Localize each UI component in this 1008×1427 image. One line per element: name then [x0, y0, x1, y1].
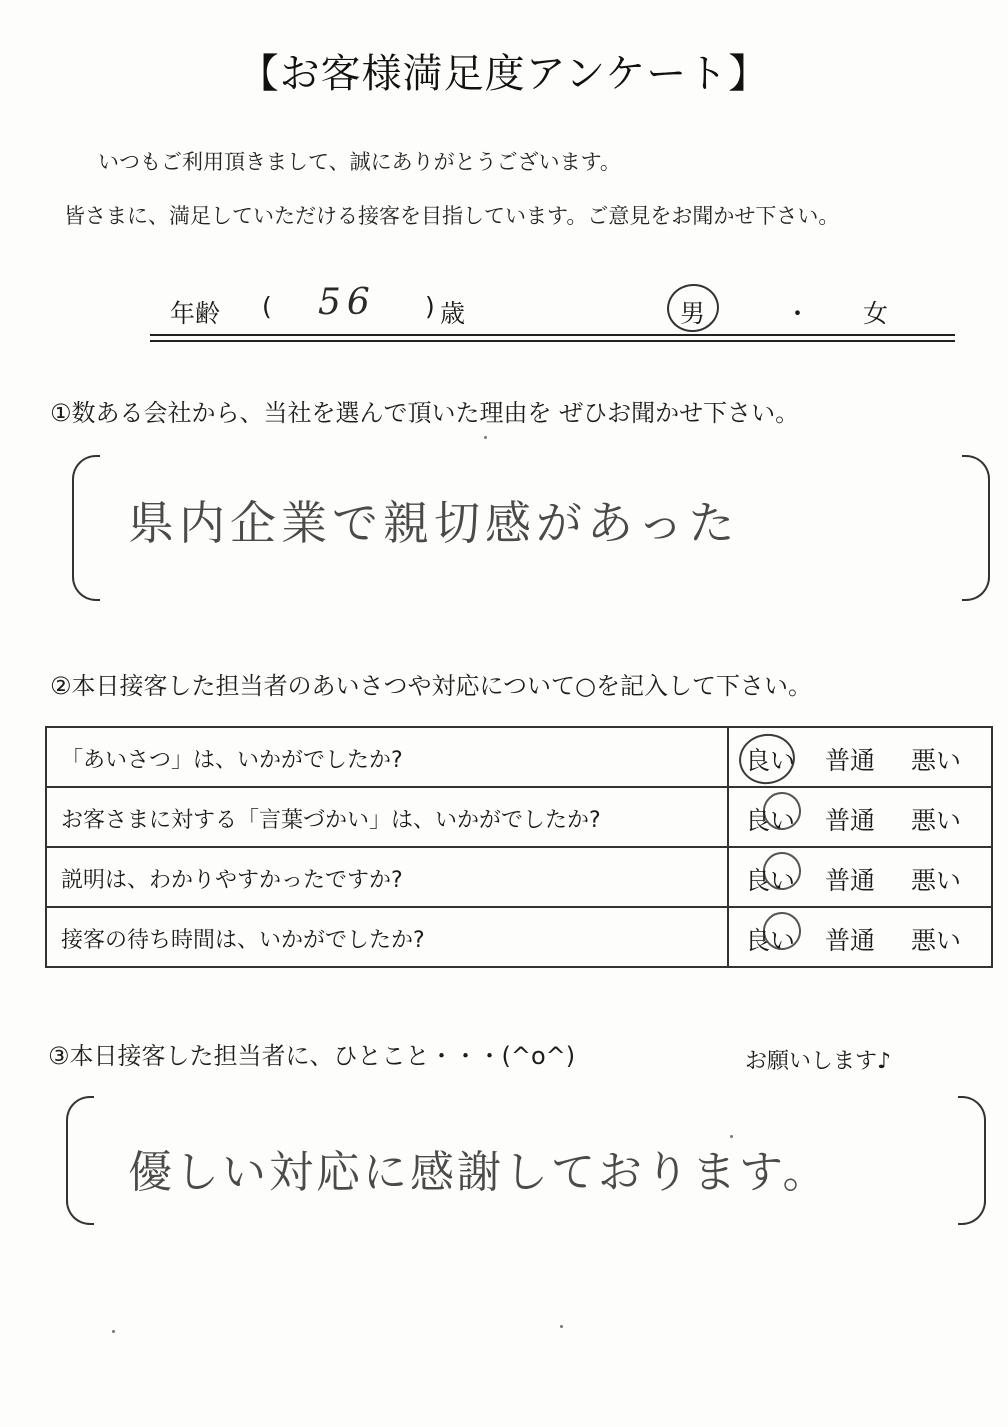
option-bad[interactable]: 悪い: [911, 746, 962, 775]
answer-3-handwritten[interactable]: 優しい対応に感謝しております。: [128, 1147, 830, 1198]
option-bad[interactable]: 悪い: [911, 866, 962, 895]
answer-3-bracket-right: [958, 1096, 986, 1225]
option-average[interactable]: 普通: [825, 806, 876, 835]
rating-question: 接客の待ち時間は、いかがでしたか?: [61, 928, 425, 953]
column-divider: [727, 728, 729, 786]
age-value[interactable]: 56: [318, 282, 376, 323]
gender-female-option[interactable]: 女: [863, 299, 889, 328]
option-good[interactable]: 良い: [745, 806, 796, 835]
age-paren-open: (: [262, 292, 272, 321]
option-average[interactable]: 普通: [825, 866, 876, 895]
gender-selected-circle: [664, 281, 722, 336]
info-underline-1: [150, 334, 955, 336]
rating-table: [45, 726, 993, 968]
option-good[interactable]: 良い: [745, 926, 796, 955]
option-good[interactable]: 良い: [745, 746, 796, 775]
info-underline-2: [150, 340, 955, 342]
scan-speck: [484, 436, 487, 439]
answer-3-bracket-left: [66, 1096, 94, 1225]
survey-title: 【お客様満足度アンケート】: [238, 51, 770, 97]
scan-speck: [560, 1325, 563, 1328]
answer-1-handwritten[interactable]: 県内企業で親切感があった: [128, 496, 740, 550]
intro-line-1: いつもご利用頂きまして、誠にありがとうございます。: [98, 150, 621, 174]
option-average[interactable]: 普通: [825, 746, 876, 775]
request-note: お願いします♪: [745, 1049, 892, 1074]
option-average[interactable]: 普通: [825, 926, 876, 955]
question-1: ①数ある会社から、当社を選んで頂いた理由を ぜひお聞かせ下さい。: [50, 399, 800, 427]
option-bad[interactable]: 悪い: [911, 806, 962, 835]
rating-question: 説明は、わかりやすかったですか?: [61, 868, 403, 893]
option-bad[interactable]: 悪い: [911, 926, 962, 955]
scan-speck: [730, 1135, 733, 1138]
rating-row: [47, 788, 991, 848]
age-paren-close: ): [425, 292, 435, 321]
rating-question: 「あいさつ」は、いかがでしたか?: [61, 748, 403, 773]
column-divider: [727, 848, 729, 906]
rating-row: [47, 908, 991, 968]
answer-1-bracket-right: [962, 455, 990, 601]
rating-row: [47, 848, 991, 908]
column-divider: [727, 908, 729, 968]
scan-speck: [112, 1330, 115, 1333]
rating-row: [47, 728, 991, 788]
rating-question: お客さまに対する「言葉づかい」は、いかがでしたか?: [61, 808, 601, 833]
column-divider: [727, 788, 729, 846]
option-good[interactable]: 良い: [745, 866, 796, 895]
question-2: ②本日接客した担当者のあいさつや対応について○を記入して下さい。: [50, 672, 812, 700]
age-unit: 歳: [440, 299, 466, 328]
answer-1-bracket-left: [72, 455, 100, 601]
question-3: ③本日接客した担当者に、ひとこと・・・(^o^): [48, 1042, 576, 1070]
age-label: 年齢: [170, 299, 221, 328]
gender-male-option[interactable]: 男: [680, 299, 706, 328]
intro-line-2: 皆さまに、満足していただける接客を目指しています。ご意見をお聞かせ下さい。: [64, 204, 840, 228]
gender-separator: ・: [785, 299, 811, 328]
